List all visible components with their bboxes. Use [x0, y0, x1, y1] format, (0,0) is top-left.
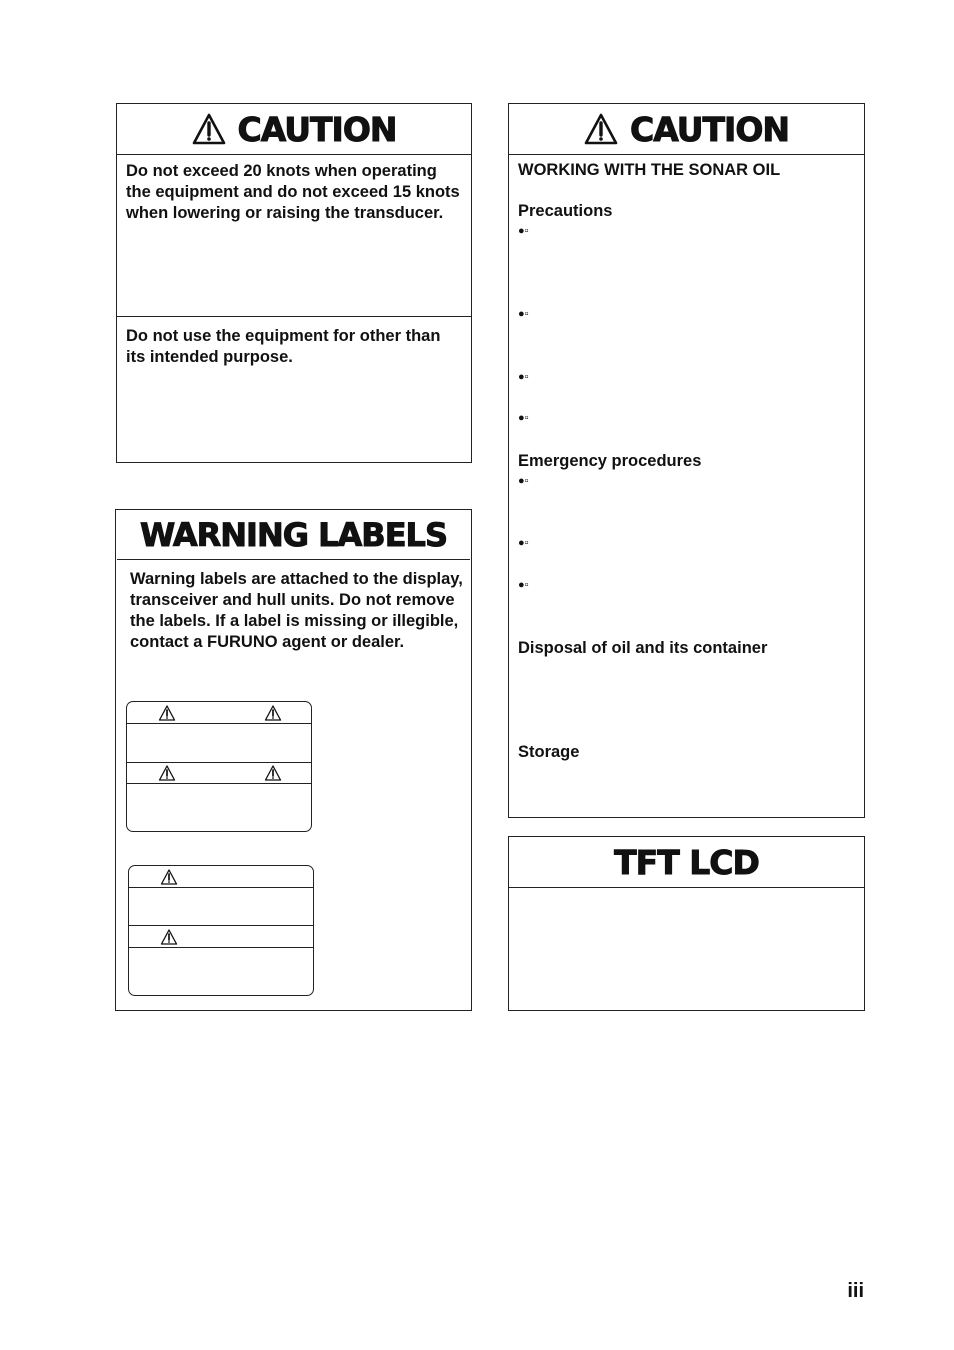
- tft-lcd-box: [508, 836, 865, 1011]
- bullet: ●▫: [518, 537, 529, 549]
- caution-header: [117, 104, 471, 155]
- warning-triangle-icon: [192, 113, 226, 145]
- caution-title: CAUTION: [630, 109, 789, 149]
- tft-lcd-title: TFT LCD: [614, 842, 759, 882]
- warning-triangle-icon: [158, 705, 176, 721]
- warning-triangle-icon: [160, 929, 178, 945]
- warning-triangle-icon: [160, 869, 178, 885]
- caution-header: [509, 104, 864, 155]
- page-number: iii: [847, 1280, 864, 1302]
- caution-purpose-text: Do not use the equipment for other than its intended purpose.: [126, 327, 441, 366]
- caution-box-left: [116, 103, 472, 463]
- precautions-heading: Precautions: [518, 202, 613, 220]
- warning-labels-header: [117, 510, 470, 560]
- emergency-heading: Emergency procedures: [518, 452, 702, 470]
- label-graphic-2: [128, 865, 314, 996]
- bullet: ●▫: [518, 475, 529, 487]
- warning-triangle-icon: [264, 765, 282, 781]
- warning-triangle-icon: [264, 705, 282, 721]
- warning-labels-box: [115, 509, 472, 1011]
- bullet: ●▫: [518, 579, 529, 591]
- sonar-oil-heading: WORKING WITH THE SONAR OIL: [518, 161, 781, 179]
- caution-speed-text: Do not exceed 20 knots when operating the equipment and do not exceed 15 knots when lowering or raising the transducer.: [126, 162, 460, 222]
- warning-triangle-icon: [158, 765, 176, 781]
- warning-triangle-icon: [584, 113, 618, 145]
- divider: [117, 316, 471, 317]
- bullet: ●▫: [518, 371, 529, 383]
- disposal-heading: Disposal of oil and its container: [518, 639, 768, 657]
- caution-box-right: [508, 103, 865, 818]
- bullet: ●▫: [518, 225, 529, 237]
- bullet: ●▫: [518, 412, 529, 424]
- tft-lcd-header: [509, 837, 864, 888]
- caution-title: CAUTION: [237, 109, 397, 149]
- bullet: ●▫: [518, 308, 529, 320]
- label-graphic-1: [126, 701, 312, 832]
- storage-heading: Storage: [518, 743, 580, 761]
- warning-labels-title: WARNING LABELS: [140, 515, 447, 554]
- warning-labels-text: Warning labels are attached to the display, transceiver and hull units. Do not remove the labels. If a label is missing or illegible, contact a FURUNO agent or dealer.: [130, 570, 463, 651]
